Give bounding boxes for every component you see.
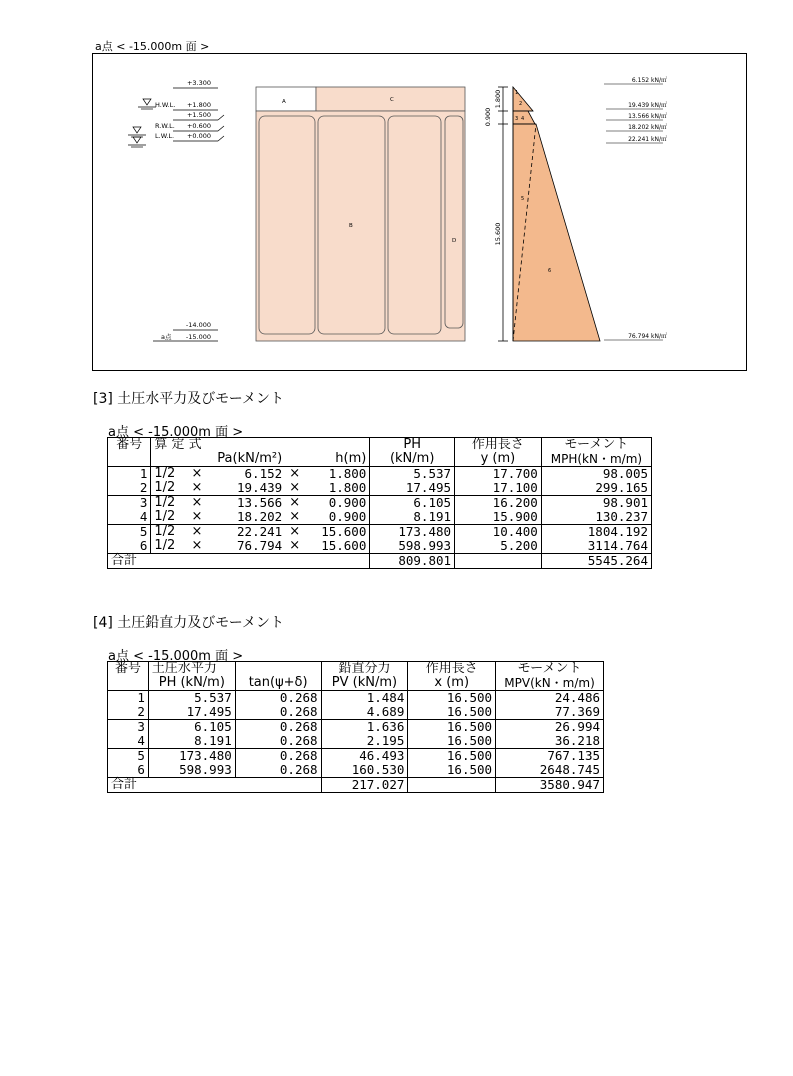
lwl-label: L.W.L.	[155, 132, 175, 140]
table-cell: 0.268	[235, 763, 321, 778]
table-cell: 1.800	[304, 467, 370, 482]
earth-pressure-figure	[92, 53, 747, 371]
table-cell: ×	[184, 525, 210, 540]
table-cell: 767.135	[496, 749, 604, 764]
table-cell: 16.500	[408, 705, 496, 720]
table-cell: 130.237	[541, 510, 651, 525]
table-cell: 809.801	[370, 554, 455, 569]
table-cell: 36.218	[496, 734, 604, 749]
figure-caption: a点 < -15.000m 面 >	[95, 40, 210, 53]
table-cell: 5545.264	[541, 554, 651, 569]
table-cell: 5	[108, 525, 151, 540]
table-cell: 0.900	[304, 496, 370, 511]
level-3300: +3.300	[186, 79, 211, 87]
col-arm: 作用長さ	[455, 438, 542, 453]
col-moment: モーメント	[496, 662, 604, 677]
table-cell: 10.400	[455, 525, 542, 540]
table-row	[108, 720, 604, 735]
table-cell: 598.993	[370, 539, 455, 554]
table-cell: 合計	[108, 778, 149, 793]
part-3-label: 3	[515, 116, 519, 122]
table-row	[108, 496, 652, 511]
pressure-label-3: 13.566 kN/㎡	[628, 113, 667, 120]
pressure-label-5: 22.241 kN/㎡	[628, 136, 667, 143]
table-cell: 1.800	[304, 481, 370, 496]
col-formula: 算 定 式	[151, 438, 285, 453]
col-pv-unit: PV (kN/m)	[321, 676, 408, 691]
table-cell: 19.439	[237, 480, 283, 495]
table-cell: ×	[285, 496, 304, 511]
table-cell: 1	[108, 691, 149, 706]
table-cell: ×	[285, 467, 304, 482]
table-cell: 8.191	[370, 510, 455, 525]
col-h: h(m)	[304, 452, 370, 467]
col-arm: 作用長さ	[408, 662, 496, 677]
level-m15000: -15.000	[185, 333, 211, 341]
table-cell: 1.636	[321, 720, 408, 735]
table-cell: 1/2	[151, 525, 184, 540]
table-cell: 合計	[108, 554, 151, 569]
col-moment-unit: MPV(kN・m/m)	[496, 676, 604, 691]
table-cell: 6	[108, 539, 151, 554]
table-cell: 98.901	[541, 496, 651, 511]
pressure-part-5-6	[513, 124, 600, 341]
table-cell: 16.500	[408, 734, 496, 749]
table-cell: 173.480	[148, 749, 235, 764]
table-cell: 0.268	[235, 734, 321, 749]
table-cell: 598.993	[148, 763, 235, 778]
table-cell: 0.268	[235, 720, 321, 735]
table-cell: 46.493	[321, 749, 408, 764]
col-ph: 土圧水平力	[148, 662, 235, 677]
section4-title: [4] 土圧鉛直力及びモーメント	[93, 615, 285, 631]
pressure-label-1: 6.152 kN/㎡	[631, 77, 667, 84]
table-cell: 24.486	[496, 691, 604, 706]
total-row	[108, 554, 652, 569]
table-cell: ×	[289, 480, 301, 495]
col-no: 番号	[108, 662, 149, 691]
table-cell: 6.105	[148, 720, 235, 735]
table-row	[108, 705, 604, 720]
table-cell: 1804.192	[541, 525, 651, 540]
table-cell: 4	[108, 510, 151, 525]
table-cell: 16.200	[455, 496, 542, 511]
table-cell: 15.600	[304, 539, 370, 554]
table-cell: 26.994	[496, 720, 604, 735]
hwl-label: H.W.L.	[155, 101, 176, 109]
table-cell: 16.500	[408, 720, 496, 735]
dim-0900: 0.900	[484, 107, 492, 127]
dim-15600: 15.600	[494, 222, 502, 246]
table-cell: 77.369	[496, 705, 604, 720]
region-d-label: D	[452, 238, 457, 244]
col-arm-unit: x (m)	[408, 676, 496, 691]
region-b-label: B	[349, 223, 353, 229]
part-6-label: 6	[548, 268, 552, 274]
table-cell: 17.100	[455, 481, 542, 496]
rwl-label: R.W.L.	[155, 122, 175, 130]
table-cell: 16.500	[408, 691, 496, 706]
table-cell: 2.195	[321, 734, 408, 749]
pressure-label-2: 19.439 kN/㎡	[628, 102, 667, 109]
table-cell: 217.027	[321, 778, 408, 793]
part-4-label: 4	[521, 116, 525, 122]
table-cell: 1/2	[151, 510, 184, 525]
table-cell: 22.241	[210, 525, 285, 540]
table-cell: 4	[108, 734, 149, 749]
part-2-label: 2	[519, 101, 523, 107]
table-cell: ×	[184, 467, 210, 482]
table-cell: ×	[191, 480, 203, 495]
level-m14000: -14.000	[185, 321, 211, 329]
col-tan: tan(ψ+δ)	[235, 676, 321, 691]
level-1500: +1.500	[186, 111, 211, 119]
table-cell: 6.105	[370, 496, 455, 511]
table-cell: 160.530	[321, 763, 408, 778]
table-row	[108, 539, 652, 554]
table-cell: 17.495	[148, 705, 235, 720]
region-a-label: A	[282, 99, 286, 105]
pressure-label-6: 76.794 kN/㎡	[628, 333, 667, 340]
table-cell: 3	[108, 720, 149, 735]
table-cell: 2	[108, 705, 149, 720]
table-cell: 18.202	[237, 509, 283, 524]
col-moment-unit: MPH(kN・m/m)	[541, 452, 651, 467]
level-1800: +1.800	[186, 101, 211, 109]
col-moment: モーメント	[541, 438, 651, 453]
table-cell: 1/2	[151, 481, 184, 496]
cell-1	[259, 116, 315, 334]
total-row	[108, 778, 604, 793]
table-cell: 1/2	[151, 539, 184, 554]
table-cell: 17.495	[370, 481, 455, 496]
table-cell: 3114.764	[541, 539, 651, 554]
table-cell: 1/2	[151, 467, 184, 482]
col-no: 番号	[108, 438, 151, 467]
table-row	[108, 510, 652, 525]
earth-pressure-diagram	[93, 54, 748, 372]
table-cell: 5.537	[148, 691, 235, 706]
section3-subtitle: a点 < -15.000m 面 >	[108, 425, 244, 440]
cell-3	[388, 116, 441, 334]
table-row	[108, 763, 604, 778]
section3-title: [3] 土圧水平力及びモーメント	[93, 391, 285, 407]
table-cell: 5.200	[455, 539, 542, 554]
table-cell: 2	[108, 481, 151, 496]
col-pa: Pa(kN/m²)	[217, 451, 283, 466]
pressure-label-4: 18.202 kN/㎡	[628, 124, 667, 131]
level-0600: +0.600	[186, 122, 211, 130]
table-cell: 0.268	[235, 705, 321, 720]
level-0000: +0.000	[186, 132, 211, 140]
table-cell: ×	[289, 509, 301, 524]
table-row	[108, 481, 652, 496]
part-5-label: 5	[521, 196, 525, 202]
region-c-label: C	[390, 97, 394, 103]
region-d-cell	[445, 116, 463, 328]
table-cell: 1/2	[151, 496, 184, 511]
table-row	[108, 525, 652, 540]
table-row	[108, 467, 652, 482]
col-ph-unit: (kN/m)	[370, 452, 455, 467]
table-cell: 16.500	[408, 749, 496, 764]
table-cell: 8.191	[148, 734, 235, 749]
table-cell: 1.484	[321, 691, 408, 706]
table-cell: 173.480	[370, 525, 455, 540]
point-a-label: a点	[161, 333, 172, 341]
table-cell: ×	[184, 496, 210, 511]
table-row	[108, 734, 604, 749]
table-cell: 17.700	[455, 467, 542, 482]
table-cell: 0.268	[235, 749, 321, 764]
table-cell: 15.600	[304, 525, 370, 540]
table-cell: 5.537	[370, 467, 455, 482]
table-cell: 13.566	[210, 496, 285, 511]
table-cell: 4.689	[321, 705, 408, 720]
table-cell: 3	[108, 496, 151, 511]
table-cell: 299.165	[541, 481, 651, 496]
table-cell: 98.005	[541, 467, 651, 482]
table-cell: 3580.947	[496, 778, 604, 793]
table-row	[108, 691, 604, 706]
table-cell: 0.900	[304, 510, 370, 525]
dim-1800: 1.800	[494, 89, 502, 109]
table-cell: ×	[191, 509, 203, 524]
table-cell: ×	[191, 538, 203, 553]
table-cell: ×	[289, 538, 301, 553]
table-row	[108, 749, 604, 764]
table-cell: ×	[285, 525, 304, 540]
col-arm-unit: y (m)	[455, 452, 542, 467]
table-cell: 2648.745	[496, 763, 604, 778]
table-cell: 0.268	[235, 691, 321, 706]
vertical-force-table	[107, 661, 604, 793]
region-a	[256, 87, 316, 111]
col-ph-unit: PH (kN/m)	[148, 676, 235, 691]
table-cell: 16.500	[408, 763, 496, 778]
part-1-label: 1	[515, 90, 519, 96]
table-cell: 5	[108, 749, 149, 764]
col-pv: 鉛直分力	[321, 662, 408, 677]
table-cell: 1	[108, 467, 151, 482]
col-ph: PH	[370, 438, 455, 453]
table-cell: 6.152	[210, 467, 285, 482]
table-cell: 6	[108, 763, 149, 778]
table-cell: 15.900	[455, 510, 542, 525]
table-cell: 76.794	[237, 538, 283, 553]
horizontal-force-table	[107, 437, 652, 569]
section4-subtitle: a点 < -15.000m 面 >	[108, 649, 244, 664]
